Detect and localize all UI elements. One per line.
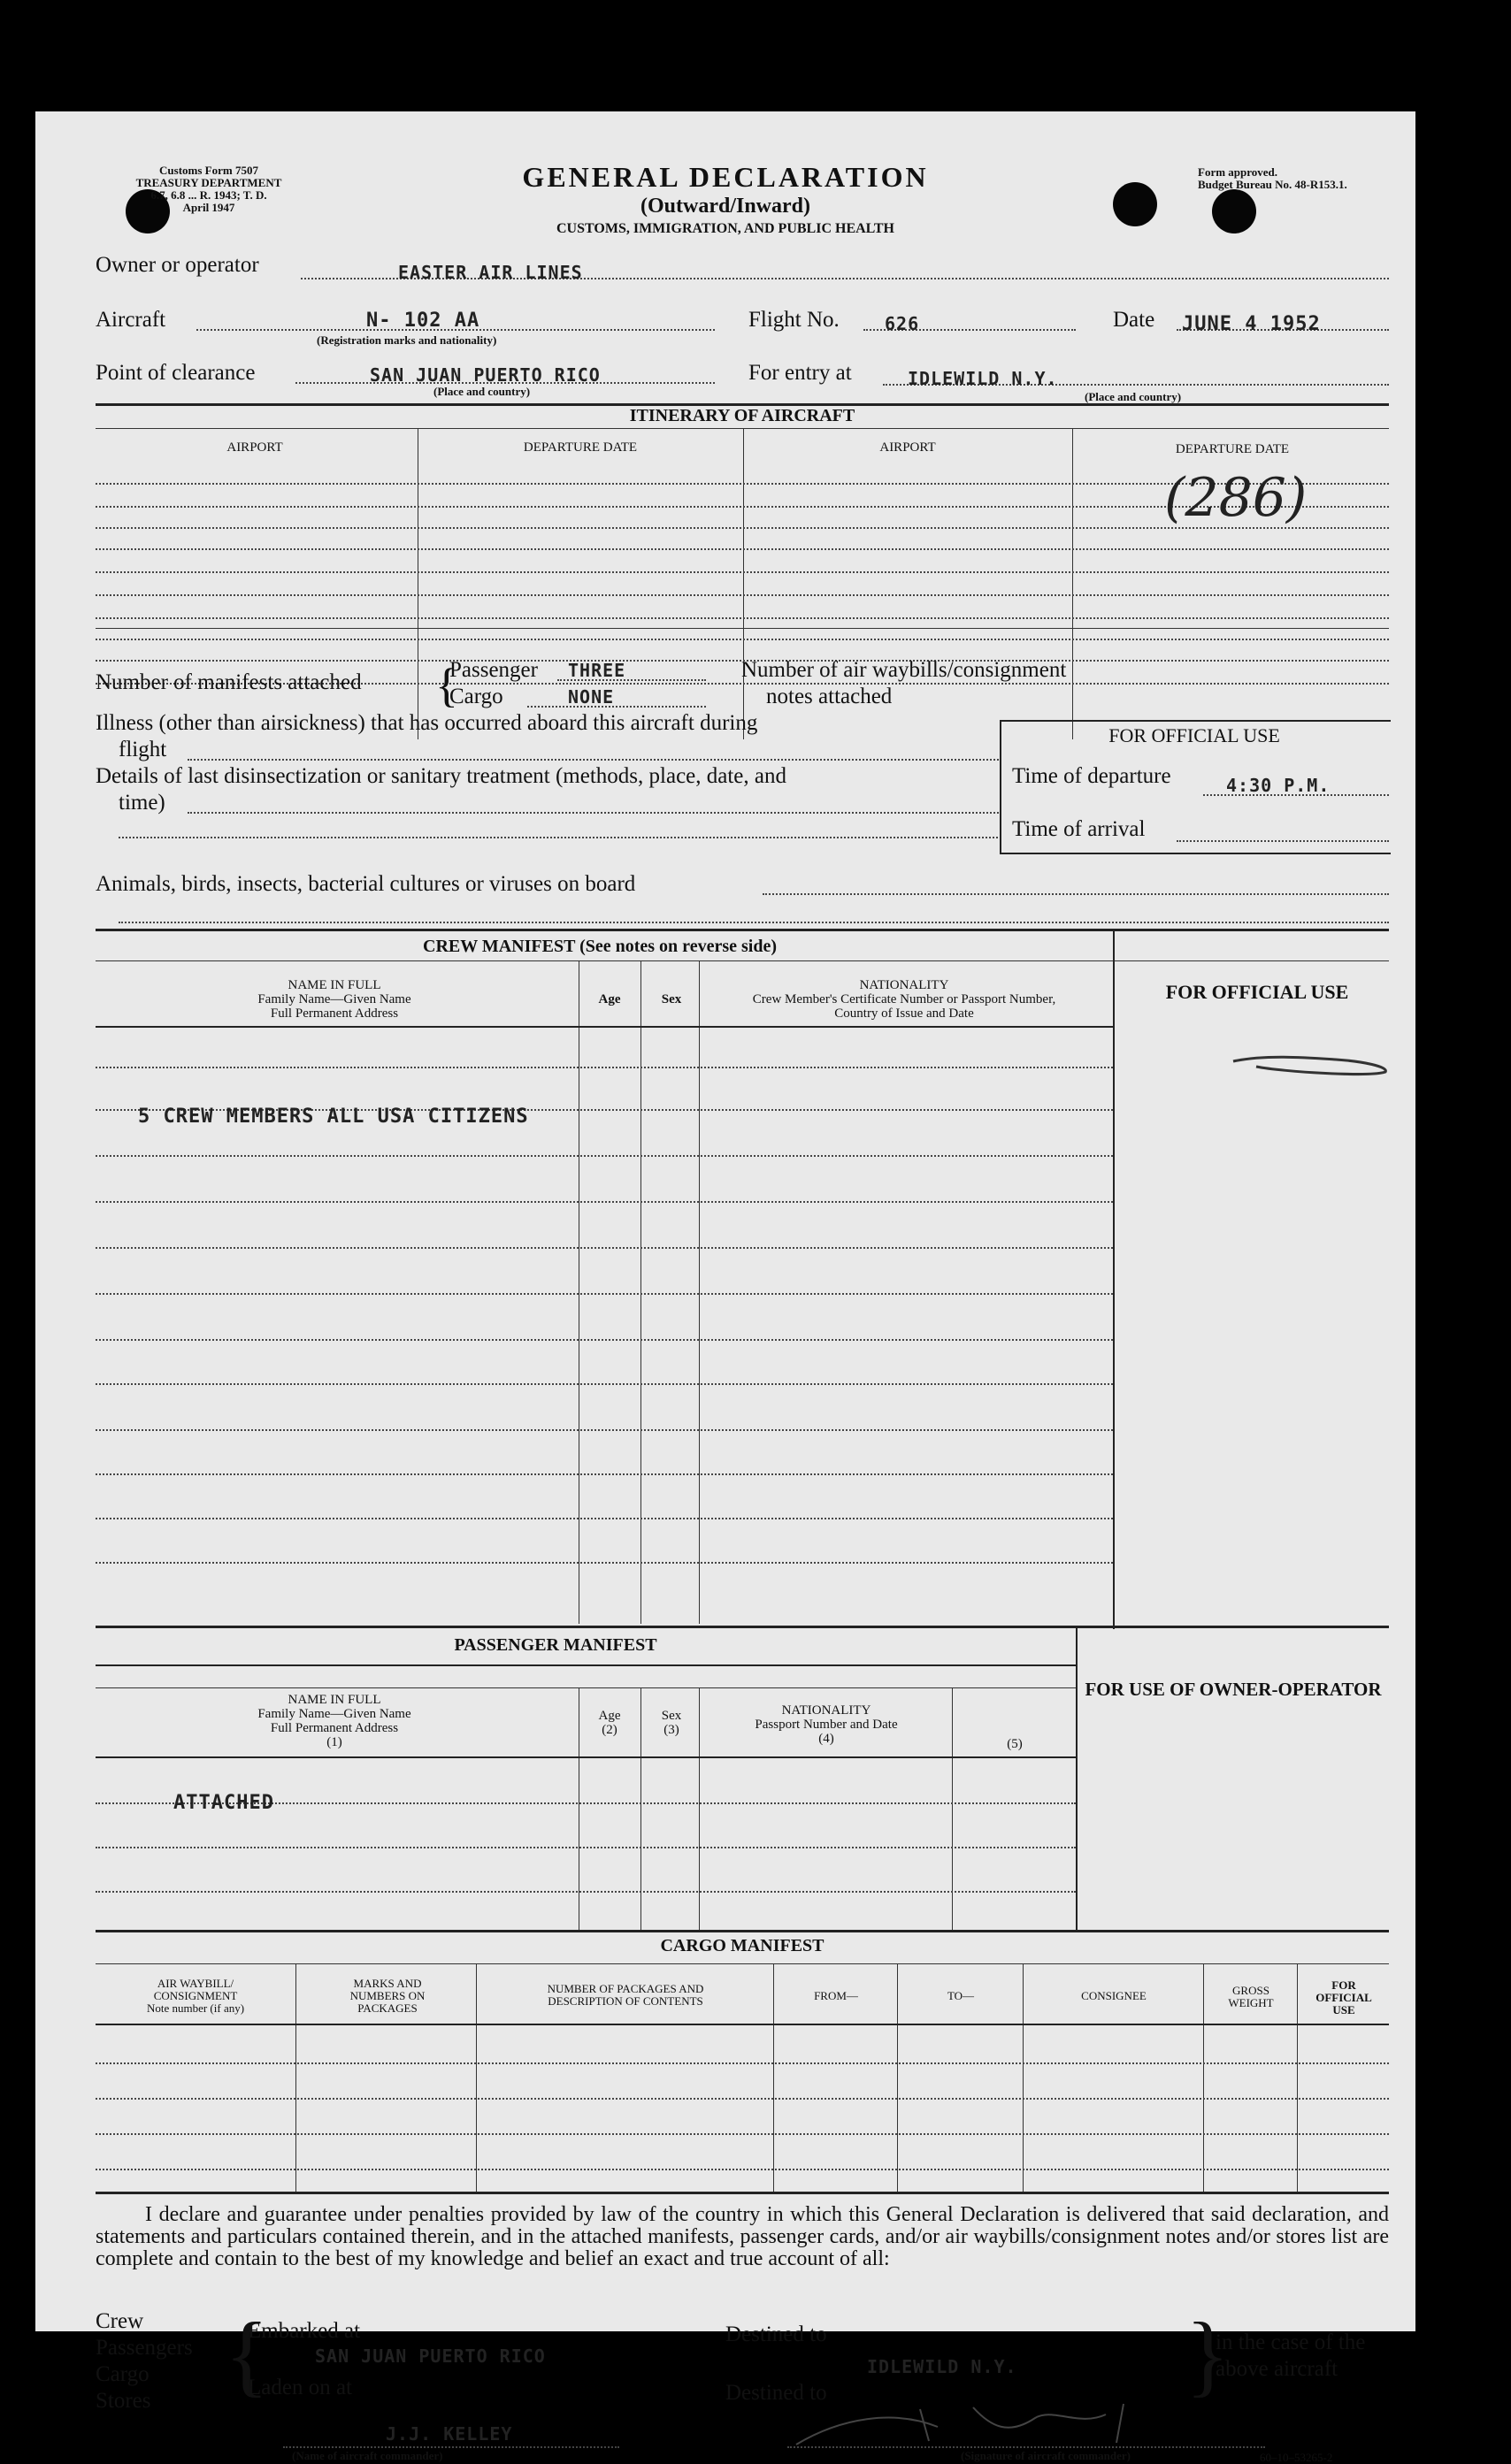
punch-hole-right-2 [1212, 189, 1256, 233]
aircraft-note: (Registration marks and nationality) [317, 333, 497, 347]
entry-note: (Place and country) [1085, 390, 1182, 403]
destined-value: IDLEWILD N.Y. [867, 2356, 1017, 2377]
print-code: 60–10–53265-2 [1260, 2451, 1333, 2464]
waybills-label: Number of air waybills/consignment [741, 658, 1067, 682]
cargo-col-consignee: CONSIGNEE [1081, 1989, 1147, 2002]
approval-line-2: Budget Bureau No. 48-R153.1. [1198, 178, 1347, 191]
department: TREASURY DEPARTMENT [135, 176, 282, 189]
cargo-col-packages [479, 1983, 771, 2008]
cargo-count-value: NONE [568, 686, 615, 708]
crew-col-name [96, 978, 573, 1021]
form-date: April 1947 [182, 201, 235, 214]
itinerary-title: ITINERARY OF AIRCRAFT [629, 406, 855, 425]
departure-time-label: Time of departure [1012, 764, 1171, 788]
entry-value: IDLEWILD N.Y. [908, 368, 1058, 389]
approval-line-1: Form approved. [1198, 165, 1278, 179]
form-number: Customs Form 7507 [159, 164, 258, 177]
flight-label: Flight No. [748, 308, 840, 332]
illness-label-2: flight [119, 738, 167, 761]
signature [787, 2391, 1159, 2453]
left-brace: { [225, 2304, 269, 2406]
owner-value: EASTER AIR LINES [398, 262, 583, 283]
date-value: JUNE 4 1952 [1182, 313, 1321, 335]
declaration-text: I declare and guarantee under penalties provided by law of the country in which this General Declaration is delivered that said declaration, and statements and particulars contained therein, and in the attached manifests, passenger cards, and/or air waybills/consignment notes and/or stores list are complete and contain to the best of my knowledge and belief an exact and true account of all: [96, 2203, 1389, 2270]
passenger-col-age-2: (2) [602, 1723, 617, 1737]
page-title: GENERAL DECLARATION [522, 161, 929, 193]
passenger-col-name [96, 1693, 573, 1749]
passenger-col-age-1: Age [598, 1709, 621, 1723]
case-text-1: in the case of the [1216, 2330, 1366, 2354]
aircraft-label: Aircraft [96, 308, 166, 332]
cargo-title: CARGO MANIFEST [660, 1936, 825, 1955]
crew-entry: 5 CREW MEMBERS ALL USA CITIZENS [138, 1106, 529, 1128]
embarked-label: Embarked at [248, 2319, 361, 2343]
crew-official-use: FOR OFFICIAL USE [1165, 981, 1349, 1003]
cargo-count-label: Cargo [449, 685, 503, 708]
passenger-count-value: THREE [568, 660, 626, 681]
passenger-col-name-4: (1) [326, 1735, 342, 1749]
animals-label: Animals, birds, insects, bacterial cultures or viruses on board [96, 872, 636, 896]
destined-label-2: Destined to [725, 2381, 827, 2405]
punch-hole-right-1 [1113, 182, 1157, 226]
date-label: Date [1113, 308, 1155, 332]
cargo-col-weight-1: GROSS [1232, 1984, 1269, 1997]
manifests-label: Number of manifests attached [96, 670, 362, 694]
crew-col-nat-1: NATIONALITY [859, 978, 949, 992]
departure-time-value: 4:30 P.M. [1226, 775, 1331, 796]
passenger-col-sex-1: Sex [661, 1709, 682, 1723]
disinsect-label: Details of last disinsectization or sanitary treatment (methods, place, date, and [96, 764, 786, 788]
embarked-value: SAN JUAN PUERTO RICO [315, 2345, 546, 2367]
crew-col-nat-2: Crew Member's Certificate Number or Passport Number, [752, 992, 1056, 1006]
commander-value: J.J. KELLEY [386, 2423, 513, 2445]
cargo-col-marks-3: PACKAGES [357, 2001, 418, 2015]
entry-label: For entry at [748, 361, 852, 385]
declaration-form [35, 111, 1415, 2464]
crew-col-name-3: Full Permanent Address [270, 1006, 399, 1021]
illness-label: Illness (other than airsickness) that has occurred aboard this aircraft during [96, 711, 758, 735]
handwritten-number: (286) [1164, 467, 1308, 529]
crew-col-age: Age [598, 992, 621, 1006]
cargo-col-packages-1: NUMBER OF PACKAGES AND [547, 1982, 704, 1995]
case-text-2: above aircraft [1216, 2357, 1338, 2381]
crew-title: CREW MANIFEST (See notes on reverse side) [423, 937, 777, 956]
page-subtitle-2: CUSTOMS, IMMIGRATION, AND PUBLIC HEALTH [556, 221, 894, 236]
case-text [1216, 2330, 1365, 2383]
clearance-label: Point of clearance [96, 361, 256, 385]
declaration-items [96, 2308, 193, 2414]
cargo-col-packages-2: DESCRIPTION OF CONTENTS [548, 1994, 703, 2008]
passenger-title: PASSENGER MANIFEST [454, 1635, 657, 1655]
cargo-col-official-3: USE [1332, 2003, 1355, 2016]
disinsect-label-2: time) [119, 791, 165, 815]
approval-block [1198, 166, 1410, 191]
destined-label: Destined to [725, 2322, 827, 2346]
itinerary-col-departure-2: DEPARTURE DATE [1175, 442, 1290, 456]
official-use-title: FOR OFFICIAL USE [1108, 724, 1280, 746]
passenger-entry: ATTACHED [173, 1792, 274, 1814]
cargo-col-waybill-3: Note number (if any) [146, 2001, 245, 2015]
cargo-col-official-2: OFFICIAL [1315, 1991, 1372, 2004]
passenger-col-name-3: Full Permanent Address [270, 1721, 399, 1735]
cargo-col-from: FROM— [814, 1989, 858, 2002]
cargo-col-to: TO— [947, 1989, 975, 2002]
passenger-col-nat-2: Passport Number and Date [755, 1718, 898, 1732]
page-subtitle: (Outward/Inward) [640, 195, 810, 218]
waybills-label-2: notes attached [766, 685, 893, 708]
owner-label: Owner or operator [96, 253, 259, 277]
cargo-col-official [1299, 1979, 1389, 2016]
cargo-col-weight [1205, 1985, 1297, 2009]
itinerary-col-airport-2: AIRPORT [879, 440, 936, 455]
cargo-col-waybill [96, 1978, 295, 2015]
commander-label: (Name of aircraft commander) [292, 2449, 443, 2462]
cargo-col-marks [299, 1978, 476, 2015]
itinerary-col-departure-1: DEPARTURE DATE [523, 440, 638, 455]
manifests-brace: { [435, 659, 458, 712]
passenger-col-sex [644, 1709, 699, 1737]
passenger-col-5: (5) [1007, 1737, 1023, 1751]
cargo-col-official-1: FOR [1331, 1978, 1356, 1992]
clearance-value: SAN JUAN PUERTO RICO [370, 364, 601, 386]
crew-col-name-1: NAME IN FULL [288, 978, 381, 992]
laden-label: Laden on at [248, 2376, 353, 2399]
passenger-count-label: Passenger [449, 658, 538, 682]
crew-col-nationality [701, 978, 1108, 1021]
crew-col-name-2: Family Name—Given Name [257, 992, 411, 1006]
passenger-col-sex-2: (3) [663, 1723, 679, 1737]
owner-operator-use: FOR USE OF OWNER-OPERATOR [1085, 1679, 1382, 1700]
cargo-col-weight-2: WEIGHT [1228, 1996, 1274, 2009]
cargo-col-waybill-1: AIR WAYBILL/ [157, 1977, 234, 1990]
clearance-note: (Place and country) [433, 385, 531, 398]
arrival-time-label: Time of arrival [1012, 817, 1146, 841]
crew-col-sex: Sex [661, 992, 682, 1006]
passenger-col-nationality [701, 1703, 952, 1746]
item-stores: Stores [96, 2389, 151, 2413]
itinerary-col-airport-1: AIRPORT [226, 440, 283, 455]
signature-label: (Signature of aircraft commander) [961, 2449, 1131, 2462]
form-number-block [103, 165, 315, 214]
passenger-col-age [582, 1709, 637, 1737]
regulation: 6.7, 6.8 ... R. 1943; T. D. [150, 188, 267, 202]
aircraft-value: N- 102 AA [366, 310, 480, 332]
crew-col-nat-3: Country of Issue and Date [834, 1006, 974, 1021]
passenger-col-name-1: NAME IN FULL [288, 1693, 381, 1707]
item-cargo: Cargo [96, 2362, 150, 2386]
official-scribble [1230, 1049, 1398, 1084]
cargo-col-waybill-2: CONSIGNMENT [153, 1989, 238, 2002]
item-passengers: Passengers [96, 2336, 193, 2360]
cargo-col-marks-2: NUMBERS ON [349, 1989, 426, 2002]
right-brace: } [1185, 2304, 1230, 2406]
passenger-col-name-2: Family Name—Given Name [257, 1707, 411, 1721]
flight-value: 626 [885, 313, 920, 334]
cargo-col-marks-1: MARKS AND [353, 1977, 422, 1990]
item-crew: Crew [96, 2309, 144, 2333]
passenger-col-nat-1: NATIONALITY [781, 1703, 871, 1718]
passenger-col-nat-3: (4) [818, 1732, 834, 1746]
